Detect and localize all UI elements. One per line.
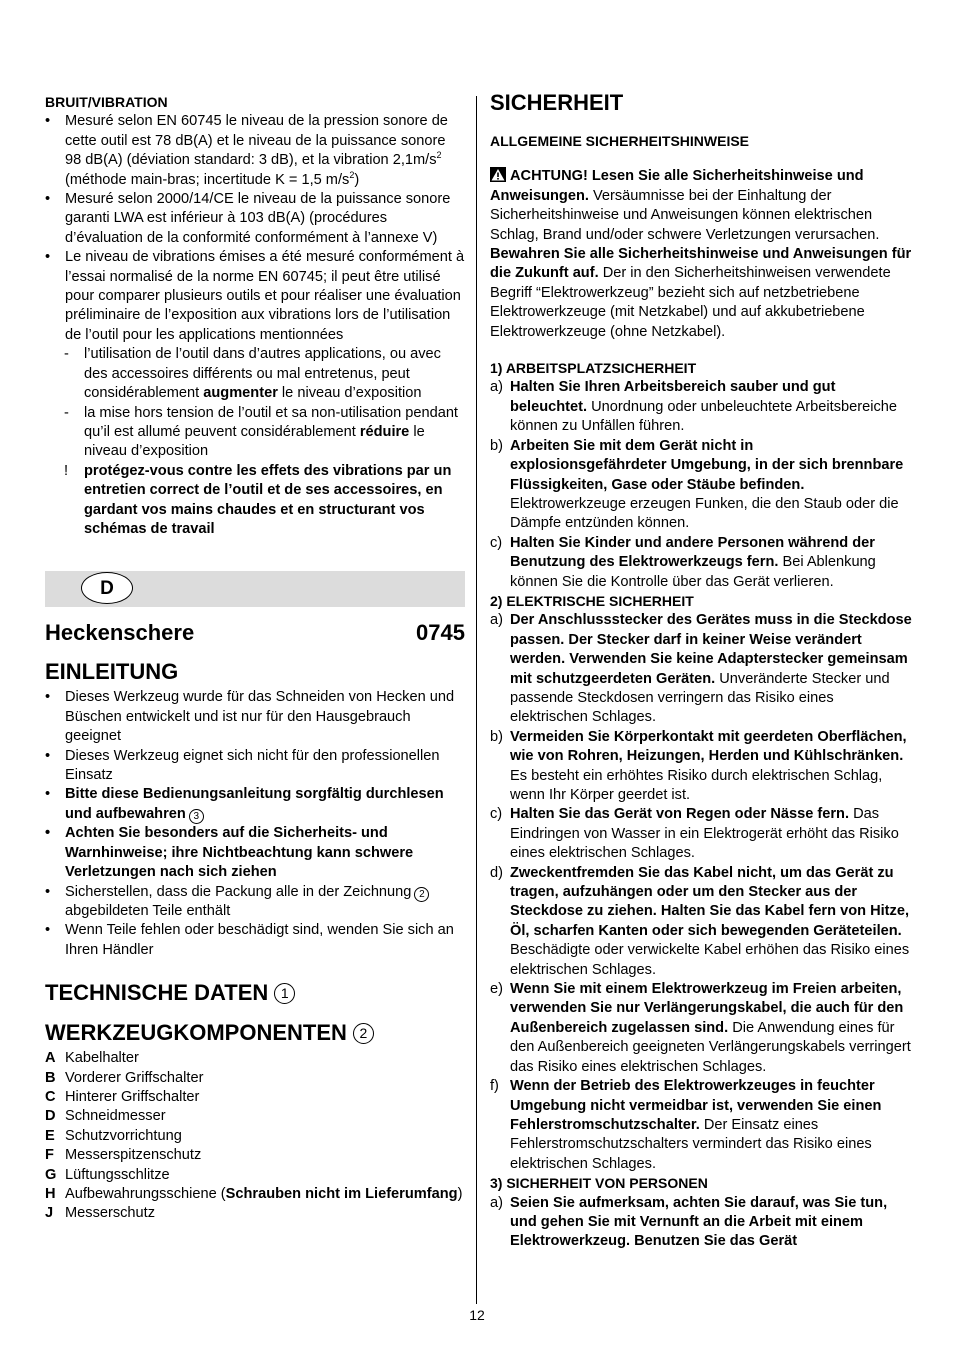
list-item: • Mesuré selon EN 60745 le niveau de la pression sonore de cette outil est 78 dB(A) et le niveau de la puissance sonore 98 dB(A) (déviation standard: 3 dB), et la vibration $2,1m/s^2$ (méthode main-bras; incertitude K = 1,5 $m/s^2$) xyxy=(45,112,465,190)
page-number: 12 xyxy=(469,1307,485,1323)
list-item: a) Seien Sie aufmerksam, achten Sie darauf, was Sie tun, und gehen Sie mit Vernunft an die Arbeit mit einem Elektrowerkzeug. Benutzen Sie das Gerät xyxy=(490,1194,888,1250)
list-item: a) Der Anschlussstecker des Gerätes muss in die Steckdose passen. Der Stecker darf in keiner Weise verändert werden. Verwenden Sie keine Adapterstecker gemeinsam mit schutzgeerdeten Geräten. Unveränderte Stecker und passende Steckdosen verringern das Risiko eines elektrischen Schlages. xyxy=(490,612,912,726)
bruit-list xyxy=(45,112,465,345)
list-item: b) Arbeiten Sie mit dem Gerät nicht in explosionsgefährdeter Umgebung, in der sich brennbare Flüssigkeiten, Gase oder Stäube befinden. Elektrowerkzeuge erzeugen Funken, die den Staub oder die Dämpfe entzünden können. xyxy=(490,437,904,532)
list-item: • Achten Sie besonders auf die Sicherheits- und Warnhinweise; ihre Nichtbeachtung kann schwere Verletzungen nach sich ziehen xyxy=(45,824,465,882)
figure-ref-2: 2 xyxy=(414,887,429,902)
list-item: c) Halten Sie das Gerät von Regen oder Nässe fern. Das Eindringen von Wasser in ein Elektrogerät erhöht das Risiko eines elektrischen Schlages. xyxy=(490,806,899,862)
werkzeugkomponenten-heading: WERKZEUGKOMPONENTEN 2 xyxy=(45,1020,465,1046)
list-item: d) Zweckentfremden Sie das Kabel nicht, um das Gerät zu tragen, aufzuhängen oder um den Stecker aus der Steckdose zu ziehen. Halten Sie das Kabel fern von Hitze, Öl, scharfen Kanten oder sich bewegenden Geräteteilen. Beschädigte oder verwickelte Kabel erhöhen das Risiko eines elektrischen Schlages. xyxy=(490,864,910,978)
product-name: Heckenschere xyxy=(45,620,195,646)
language-bar xyxy=(45,571,465,607)
list-item: A Kabelhalter xyxy=(45,1050,139,1067)
list-item: - la mise hors tension de l’outil et sa non-utilisation pendant qu’il est allumé peuvent considérablement réduire le niveau d’exposition xyxy=(64,404,458,460)
exposure-list xyxy=(45,345,465,539)
technische-daten-heading: TECHNISCHE DATEN 1 xyxy=(45,980,465,1006)
list-item: b) Vermeiden Sie Körperkontakt mit geerdeten Oberflächen, wie von Rohren, Heizungen, Herden und Kühlschränken. Es besteht ein erhöhtes Risiko durch elektrischen Schlag, wenn Ihr Körper geerdet ist. xyxy=(490,728,907,803)
list-item: c) Halten Sie Kinder und andere Personen während der Benutzung des Elektrowerkzeugs fern. Bei Ablenkung können Sie die Kontrolle über das Gerät verlieren. xyxy=(490,534,876,590)
right-column xyxy=(490,90,912,1252)
list-item: f) Wenn der Betrieb des Elektrowerkzeuges in feuchter Umgebung nicht vermeidbar ist, verwenden Sie einen Fehlerstromschutzschalter. Der Einsatz eines Fehlerstromschutzschalters vermindert das Risiko eines elektrischen Schlages. xyxy=(490,1078,882,1172)
list-item: • Bitte diese Bedienungsanleitung sorgfältig durchlesen und aufbewahren 3 xyxy=(45,785,465,824)
section-title: 1) ARBEITSPLATZSICHERHEIT xyxy=(490,360,697,377)
list-item: E Schutzvorrichtung xyxy=(45,1127,182,1144)
list-item: a) Halten Sie Ihren Arbeitsbereich sauber und gut beleuchtet. Unordnung oder unbeleuchtete Arbeitsbereiche können zu Unfällen führen. xyxy=(490,379,897,435)
figure-ref-1: 1 xyxy=(274,983,295,1004)
bruit-heading: BRUIT/VIBRATION xyxy=(45,94,168,110)
list-item: - l’utilisation de l’outil dans d’autres applications, ou avec des accessoires différents ou mal entretenus, peut considérablement augmenter le niveau d’exposition xyxy=(64,346,441,402)
column-divider xyxy=(476,96,477,1304)
list-item: • Mesuré selon 2000/14/CE le niveau de la puissance sonore garanti LWA est inférieur à 103 dB(A) (procédures d’évaluation de la conformité conformément à l’annexe V) xyxy=(45,190,465,248)
list-item: • Dieses Werkzeug eignet sich nicht für den professionellen Einsatz xyxy=(45,747,465,786)
left-column xyxy=(45,93,465,1224)
product-title xyxy=(45,620,465,646)
warning-paragraph: ACHTUNG! Lesen Sie alle Sicherheitshinweise und Anweisungen. Versäumnisse bei der Einhaltung der Sicherheitshinweise und Anweisungen können elektrischen Schlag, Brand und/oder schwere Verletzungen verursachen. Bewahren Sie alle Sicherheitshinweise und Anweisungen für die Zukunft auf. Der in den Sicherheitshinweisen verwendete Begriff “Elektrowerkzeug” bezieht sich auf netzbetriebene Elektrowerkzeuge (mit Netzkabel) und auf akkubetriebene Elektrowerkzeuge (ohne Netzkabel). xyxy=(490,168,912,340)
list-item: G Lüftungsschlitze xyxy=(45,1166,170,1183)
list-item: C Hinterer Griffschalter xyxy=(45,1089,200,1106)
list-item: • Wenn Teile fehlen oder beschädigt sind, wenden Sie sich an Ihren Händler xyxy=(45,921,465,960)
section-list xyxy=(490,378,912,591)
allgemeine-heading: ALLGEMEINE SICHERHEITSHINWEISE xyxy=(490,133,750,149)
list-item: F Messerspitzenschutz xyxy=(45,1147,202,1164)
section-title: 2) ELEKTRISCHE SICHERHEIT xyxy=(490,592,694,609)
list-item: • Le niveau de vibrations émises a été mesuré conformément à l’essai normalisé de la norme EN 60745; il peut être utilisé pour comparer plusieurs outils et pour réaliser une évaluation préliminaire de l’exposition aux vibrations lors de l’utilisation de l’outil pour les applications mentionnées xyxy=(45,248,465,345)
list-item: e) Wenn Sie mit einem Elektrowerkzeug im Freien arbeiten, verwenden Sie nur Verlängerungskabel, die auch für den Außenbereich zugelassen sind. Die Anwendung eines für den Außenbereich geeigneten Verlängerungskabels verringert das Risiko eines elektrischen Schlages. xyxy=(490,981,911,1075)
list-item: J Messerschutz xyxy=(45,1205,156,1222)
section-title: 3) SICHERHEIT VON PERSONEN xyxy=(490,1175,708,1192)
list-item: • Sicherstellen, dass die Packung alle in der Zeichnung 2 abgebildeten Teile enthält xyxy=(45,883,465,922)
figure-ref-3: 3 xyxy=(189,809,204,824)
list-item: • Dieses Werkzeug wurde für das Schneiden von Hecken und Büschen entwickelt und ist nur für den Hausgebrauch geeignet xyxy=(45,688,465,746)
sicherheit-heading: SICHERHEIT xyxy=(490,90,624,115)
section-list xyxy=(490,611,912,1174)
warning-triangle-icon xyxy=(490,167,506,182)
einleitung-heading: EINLEITUNG xyxy=(45,659,179,685)
list-item: D Schneidmesser xyxy=(45,1108,166,1125)
figure-ref-2: 2 xyxy=(353,1023,374,1044)
language-badge: D xyxy=(81,572,133,604)
product-number: 0745 xyxy=(416,620,465,646)
list-item: B Vorderer Griffschalter xyxy=(45,1069,204,1086)
section-list xyxy=(490,1194,912,1252)
list-item: H Aufbewahrungsschiene (Schrauben nicht im Lieferumfang) xyxy=(45,1186,463,1203)
einleitung-list xyxy=(45,688,465,960)
components-list xyxy=(45,1049,465,1224)
list-item: ! protégez-vous contre les effets des vibrations par un entretien correct de l’outil et de ses accessoires, en gardant vos mains chaudes et en structurant vos schémas de travail xyxy=(64,462,452,537)
